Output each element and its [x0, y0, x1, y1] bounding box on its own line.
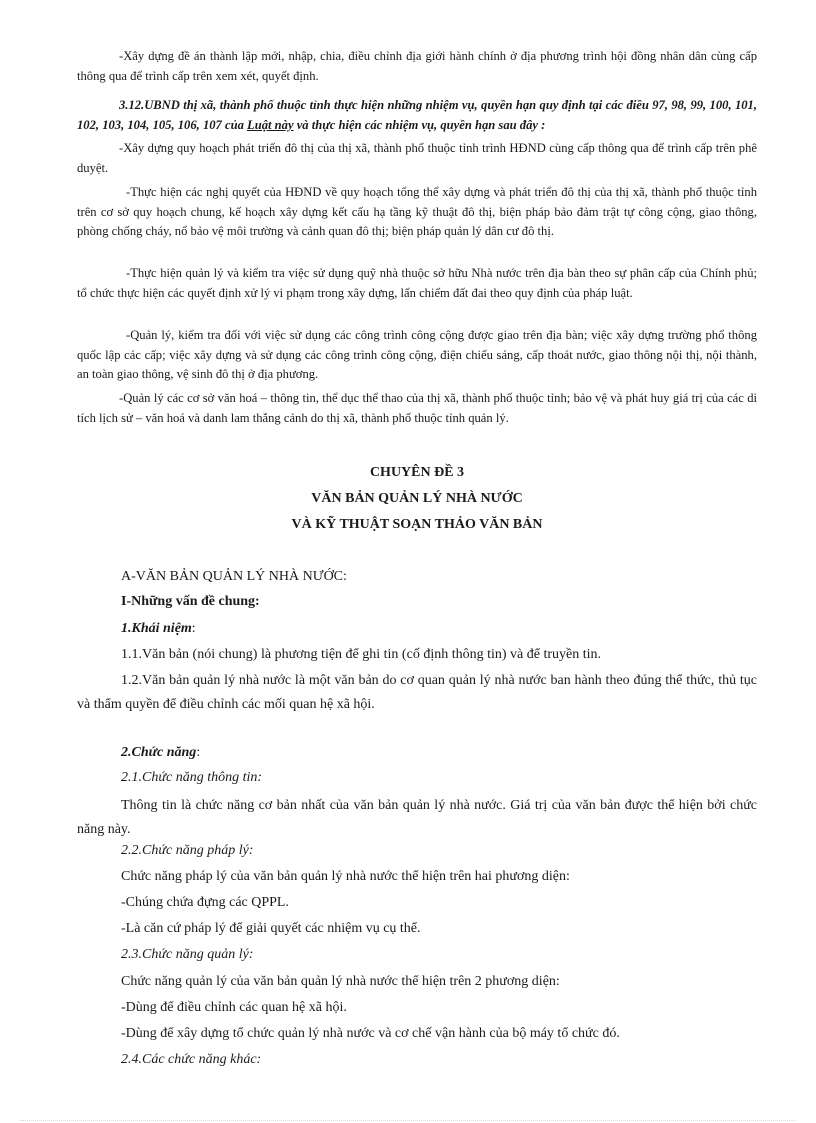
paragraph-dia-gioi: -Xây dựng đề án thành lập mới, nhập, chia, điều chỉnh địa giới hành chính ở địa phương trình hội đồng nhân dân cùng cấp thông qua để trình cấp trên xem xét, quyết định. — [77, 49, 757, 83]
section-1-title: 1.Khái niệm — [121, 621, 192, 636]
section-2-4-heading: 2.4.Các chức năng khác: — [121, 1052, 262, 1067]
section-2-colon: : — [196, 745, 201, 760]
paragraph-van-hoa: -Quản lý các cơ sở văn hoá – thông tin, thể dục thể thao của thị xã, thành phố thuộc tỉnh; bảo vệ và phát huy giá trị của các di tích lịch sử – văn hoá và danh lam thắng cảnh do thị xã, thành phố thuộc tỉnh quản lý. — [77, 391, 757, 425]
paragraph-1-1: 1.1.Văn bản (nói chung) là phương tiện để ghi tin (cố định thông tin) và để truyền tin. — [121, 647, 602, 662]
bullet-2-3-1: -Dùng để điều chỉnh các quan hệ xã hội. — [121, 1000, 347, 1015]
article-3-12-text-b: và thực hiện các nhiệm vụ, quyền hạn sau đây : — [293, 117, 546, 132]
section-1-colon: : — [191, 621, 196, 636]
paragraph-quy-hoach: -Xây dựng quy hoạch phát triển đô thị của thị xã, thành phố thuộc tỉnh trình HĐND cùng cấp thông qua để trình cấp trên phê duyệt. — [77, 141, 757, 175]
bullet-2-2-2: -Là căn cứ pháp lý để giải quyết các nhiệm vụ cụ thể. — [121, 921, 421, 936]
luat-nay-link[interactable]: Luật này — [247, 117, 294, 132]
paragraph-nghi-quyet: -Thực hiện các nghị quyết của HĐND về quy hoạch tổng thể xây dựng và phát triển đô thị của thị xã, thành phố thuộc tỉnh trên cơ sở quy hoạch chung, kế hoạch xây dựng kết cấu hạ tầng kỹ thuật đô thị, biện pháp bảo đảm trật tự công cộng, giao thông, phòng chống cháy, nổ bảo vệ môi trường và cảnh quan đô thị; biện pháp quản lý dân cư đô thị. — [77, 185, 757, 238]
section-i-heading: I-Những vấn đề chung: — [121, 594, 260, 609]
paragraph-2-1: Thông tin là chức năng cơ bản nhất của văn bản quản lý nhà nước. Giá trị của văn bản được thể hiện bởi chức năng này. — [77, 798, 757, 837]
heading-van-ban-qlnn: VĂN BẢN QUẢN LÝ NHÀ NƯỚC — [311, 491, 523, 506]
paragraph-2-3: Chức năng quản lý của văn bản quản lý nhà nước thể hiện trên 2 phương diện: — [121, 974, 560, 989]
paragraph-cong-trinh: -Quản lý, kiểm tra đối với việc sử dụng các công trình công cộng được giao trên địa bàn; việc xây dựng trường phổ thông quốc lập các cấp; việc xây dựng và sử dụng các công trình công cộng, điện chiếu sáng, cấp thoát nước, giao thông nội thị, nội thành, an toàn giao thông, vệ sinh đô thị ở địa phương. — [77, 328, 757, 381]
heading-ky-thuat: VÀ KỸ THUẬT SOẠN THẢO VĂN BẢN — [291, 517, 543, 532]
paragraph-quy-nha: -Thực hiện quản lý và kiểm tra việc sử dụng quỹ nhà thuộc sở hữu Nhà nước trên địa bàn theo sự phân cấp của Chính phủ; tổ chức thực hiện các quyết định xử lý vi phạm trong xây dựng, lấn chiếm đất đai theo quy định của pháp luật. — [77, 266, 757, 300]
section-2-3-heading: 2.3.Chức năng quản lý: — [121, 947, 254, 962]
section-2-2-heading: 2.2.Chức năng pháp lý: — [121, 843, 254, 858]
section-2-1-heading: 2.1.Chức năng thông tin: — [121, 770, 263, 785]
section-1-heading — [77, 617, 757, 641]
article-3-12-text-a: 3.12.UBND thị xã, thành phố thuộc tỉnh thực hiện những nhiệm vụ, quyền hạn quy định tại các điều 97, 98, 99, 100, 101, 102, 103, 104, 105, 106, 107 của — [77, 98, 757, 132]
section-2-heading — [77, 741, 757, 765]
paragraph-article-3-12 — [77, 96, 757, 135]
paragraph-2-2: Chức năng pháp lý của văn bản quản lý nhà nước thể hiện trên hai phương diện: — [121, 869, 570, 884]
paragraph-1-2: 1.2.Văn bản quản lý nhà nước là một văn bản do cơ quan quản lý nhà nước ban hành theo đúng thể thức, thủ tục và thẩm quyền để điều chỉnh các mối quan hệ xã hội. — [77, 673, 757, 712]
heading-chuyen-de: CHUYÊN ĐỀ 3 — [369, 465, 465, 480]
section-2-title: 2.Chức năng — [121, 745, 197, 760]
page-bottom-divider — [20, 1120, 796, 1121]
bullet-2-3-2: -Dùng để xây dựng tổ chức quản lý nhà nước và cơ chế vận hành của bộ máy tổ chức đó. — [121, 1026, 620, 1041]
section-a-heading: A-VĂN BẢN QUẢN LÝ NHÀ NƯỚC: — [121, 569, 347, 584]
bullet-2-2-1: -Chúng chứa đựng các QPPL. — [121, 895, 289, 910]
